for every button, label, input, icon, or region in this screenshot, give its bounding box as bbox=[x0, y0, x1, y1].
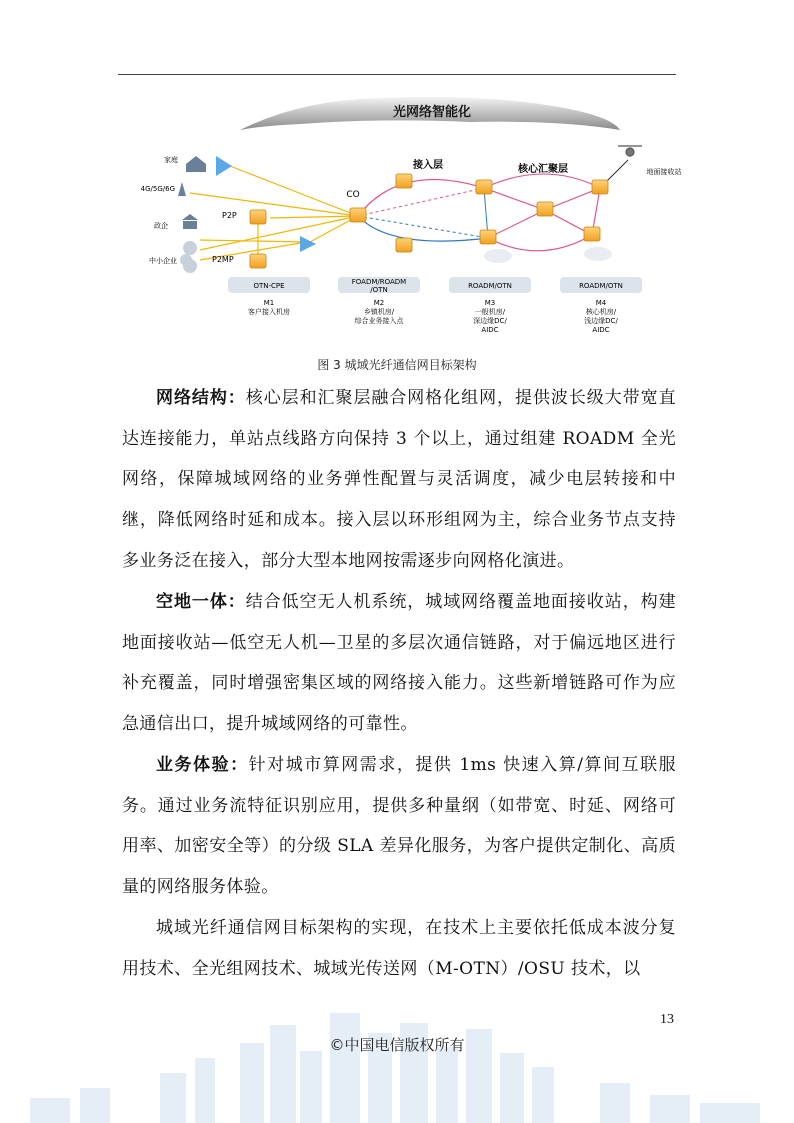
co-label: CO bbox=[346, 190, 360, 200]
paragraph-text: 针对城市算网需求，提供 1ms 快速入算/算间互联服务。通过业务流特征识别应用，提供多种量纲（如带宽、时延、网络可用率、加密安全等）的分级 SLA 差异化服务，为客户提供定制化、高质量的网络服务体验。 bbox=[122, 755, 676, 898]
box-m2: FOADM/ROADM /OTN bbox=[351, 278, 407, 294]
tower-icon bbox=[178, 182, 186, 196]
paragraph-text: 城域光纤通信网目标架构的实现，在技术上主要依托低成本波分复用技术、全光组网技术、城域光传送网（M-OTN）/OSU 技术，以 bbox=[122, 918, 676, 979]
page-number: 13 bbox=[660, 1012, 674, 1027]
paragraph-conclusion bbox=[122, 908, 676, 989]
otn-nodes bbox=[250, 174, 608, 268]
header-rule bbox=[118, 74, 676, 75]
core-layer-label: 核心汇聚层 bbox=[518, 164, 568, 175]
ground-station-label: 地面接收站 bbox=[646, 168, 682, 176]
paragraph-text: 结合低空无人机系统，城域网络覆盖地面接收站，构建地面接收站—低空无人机—卫星的多层次通信链路，对于偏远地区进行补充覆盖，同时增强密集区域的网络接入能力。这些新增链路可作为应急通信出口，提升城域网络的可靠性。 bbox=[122, 592, 676, 735]
site-desc-m2: 乡镇机房/综合业务接入点 bbox=[354, 308, 404, 325]
home-icon bbox=[186, 156, 206, 172]
site-id-m2: M2 bbox=[373, 299, 385, 307]
paragraph-title: 网络结构： bbox=[156, 388, 246, 408]
access-ring-upper bbox=[358, 180, 484, 216]
paragraph-air-ground bbox=[122, 582, 676, 745]
paragraph-service-experience bbox=[122, 745, 676, 908]
site-desc-m1: 客户接入机房 bbox=[248, 308, 290, 316]
client-sme: 中小企业 bbox=[149, 257, 177, 265]
paragraph-text: 核心层和汇聚层融合网格化组网，提供波长级大带宽直达连接能力，单站点线路方向保持 3 个以上，通过组建 ROADM 全光网络，保障城域网络的业务弹性配置与灵活调度，减少电层转接和中继，降低网络时延和成本。接入层以环形组网为主，综合业务节点支持多业务泛在接入，部分大型本地网按需逐步向网格化演进。 bbox=[122, 388, 676, 571]
olt-icon-upper bbox=[216, 156, 232, 176]
city-skyline-watermark bbox=[0, 1003, 794, 1123]
client-mobile: 4G/5G/6G bbox=[140, 185, 175, 193]
box-m1: OTN-CPE bbox=[253, 282, 285, 290]
site-id-m4: M4 bbox=[595, 299, 607, 307]
paragraph-title: 空地一体： bbox=[156, 592, 246, 612]
p2p-label: P2P bbox=[222, 211, 237, 220]
dc-cloud-icon-2 bbox=[584, 247, 612, 261]
banner-title: 光网络智能化 bbox=[392, 105, 472, 120]
copyright-footer: ©中国电信版权所有 bbox=[329, 1036, 465, 1054]
network-architecture-diagram bbox=[0, 90, 794, 350]
site-id-m3: M3 bbox=[484, 299, 496, 307]
box-m3: ROADM/OTN bbox=[468, 282, 512, 290]
client-enterprise: 政企 bbox=[154, 222, 168, 230]
client-home: 家庭 bbox=[164, 156, 178, 164]
access-layer-label: 接入层 bbox=[413, 160, 443, 171]
olt-icon-lower bbox=[300, 236, 316, 252]
drone-icon bbox=[618, 146, 642, 156]
site-desc-m3: 一般机房/深边缘DC/ AIDC bbox=[473, 308, 507, 334]
box-m4: ROADM/OTN bbox=[579, 282, 623, 290]
site-descriptions bbox=[248, 307, 618, 334]
p2mp-label: P2MP bbox=[212, 255, 234, 264]
dc-cloud-icon bbox=[484, 249, 512, 263]
building-icon bbox=[180, 241, 197, 273]
site-desc-m4: 核心机房/浅边缘DC/ AIDC bbox=[584, 308, 618, 334]
paragraph-title: 业务体验： bbox=[156, 755, 249, 775]
site-id-m1: M1 bbox=[263, 299, 275, 307]
figure-caption: 图 3 城域光纤通信网目标架构 bbox=[317, 358, 477, 372]
bank-icon bbox=[182, 214, 198, 229]
paragraph-network-structure bbox=[122, 378, 676, 582]
